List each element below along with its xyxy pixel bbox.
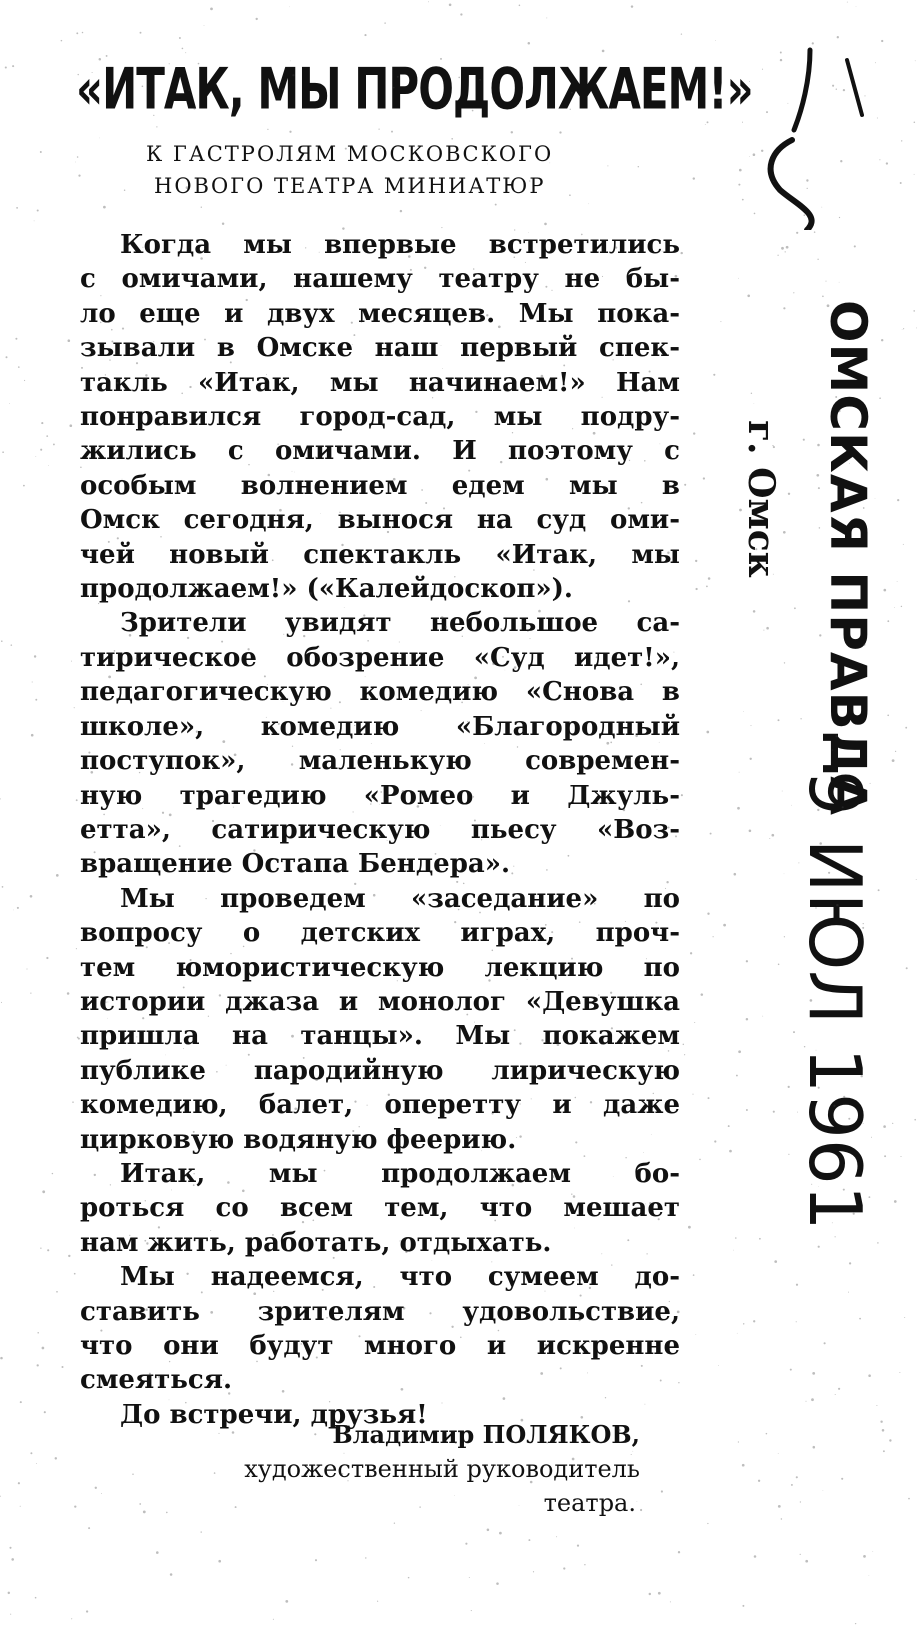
article-line: школе», комедию «Благородный xyxy=(80,711,680,742)
signature xyxy=(150,1418,680,1520)
article-line: истории джаза и монолог «Девушка xyxy=(80,986,680,1017)
article-line: Мы надеемся, что сумеем до- xyxy=(120,1262,680,1293)
headline: «ИТАК, МЫ ПРОДОЛЖАЕМ!» xyxy=(76,56,753,123)
subheadline-line: К ГАСТРОЛЯМ МОСКОВСКОГО xyxy=(146,142,554,166)
article-line: вопросу о детских играх, проч- xyxy=(80,918,680,949)
article-paragraph xyxy=(80,228,680,606)
article-line: комедию, балет, оперетту и даже xyxy=(80,1090,680,1121)
newspaper-city: г. Омск xyxy=(740,420,782,578)
article-line: такль «Итак, мы начинаем!» Нам xyxy=(80,367,680,398)
article-line: жились с омичами. И поэтому с xyxy=(80,436,680,467)
article-line: тем юмористическую лекцию по xyxy=(80,952,680,983)
article-line: До встречи, друзья! xyxy=(120,1399,428,1430)
article-line: публике пародийную лирическую xyxy=(80,1055,680,1086)
article-line: цирковую водяную феерию. xyxy=(80,1124,517,1155)
article-line: Омск сегодня, вынося на суд оми- xyxy=(80,505,680,536)
article-line: нам жить, работать, отдыхать. xyxy=(80,1227,552,1258)
article-line: особым волнением едем мы в xyxy=(80,470,680,501)
article-line: Когда мы впервые встретились xyxy=(120,230,680,260)
author-name: Владимир ПОЛЯКОВ, xyxy=(332,1420,640,1449)
article-paragraph xyxy=(80,1260,680,1398)
article-line: смеяться. xyxy=(80,1365,233,1396)
article-line: с омичами, нашему театру не бы- xyxy=(80,264,680,295)
subheadline-line: НОВОГО ТЕАТРА МИНИАТЮР xyxy=(154,174,546,198)
article-line: педагогическую комедию «Снова в xyxy=(80,677,680,708)
article-body xyxy=(80,228,680,1432)
article-paragraph xyxy=(80,606,680,881)
article-line: Зрители увидят небольшое са- xyxy=(120,608,680,639)
article-paragraph xyxy=(80,882,680,1157)
newspaper-date: 9 ИЮЛ 1961 xyxy=(793,770,877,1231)
article-paragraph xyxy=(80,1157,680,1260)
article-line: вращение Остапа Бендера». xyxy=(80,849,511,880)
article-line: тирическое обозрение «Суд идет!», xyxy=(80,642,680,673)
article-line: етта», сатирическую пьесу «Воз- xyxy=(80,814,680,845)
newspaper-title: ОМСКАЯ ПРАВДА xyxy=(819,300,877,816)
article-line: зывали в Омске наш первый спек- xyxy=(80,333,680,364)
article-line: что они будут много и искренне xyxy=(80,1331,680,1361)
article-line: понравился город-сад, мы подру- xyxy=(80,402,680,433)
author-role-cont: театра. xyxy=(543,1489,636,1517)
handwritten-mark-icon xyxy=(752,40,872,230)
article-line: ную трагедию «Ромео и Джуль- xyxy=(80,780,680,811)
article-line: поступок», маленькую современ- xyxy=(80,746,680,777)
article-line: чей новый спектакль «Итак, мы xyxy=(80,539,680,570)
article-line: роться со всем тем, что мешает xyxy=(80,1193,680,1224)
article-line: ло еще и двух месяцев. Мы пока- xyxy=(80,298,680,329)
newspaper-stamp xyxy=(712,300,892,1300)
article-line: ставить зрителям удовольствие, xyxy=(80,1296,680,1327)
article-line: продолжаем!» («Калейдоскоп»). xyxy=(80,574,573,605)
article-line: Итак, мы продолжаем бо- xyxy=(120,1158,680,1189)
author-role: художественный руководитель xyxy=(244,1455,640,1483)
subheadline xyxy=(146,138,650,202)
article-line: пришла на танцы». Мы покажем xyxy=(80,1021,680,1052)
article-line: Мы проведем «заседание» по xyxy=(120,883,680,914)
